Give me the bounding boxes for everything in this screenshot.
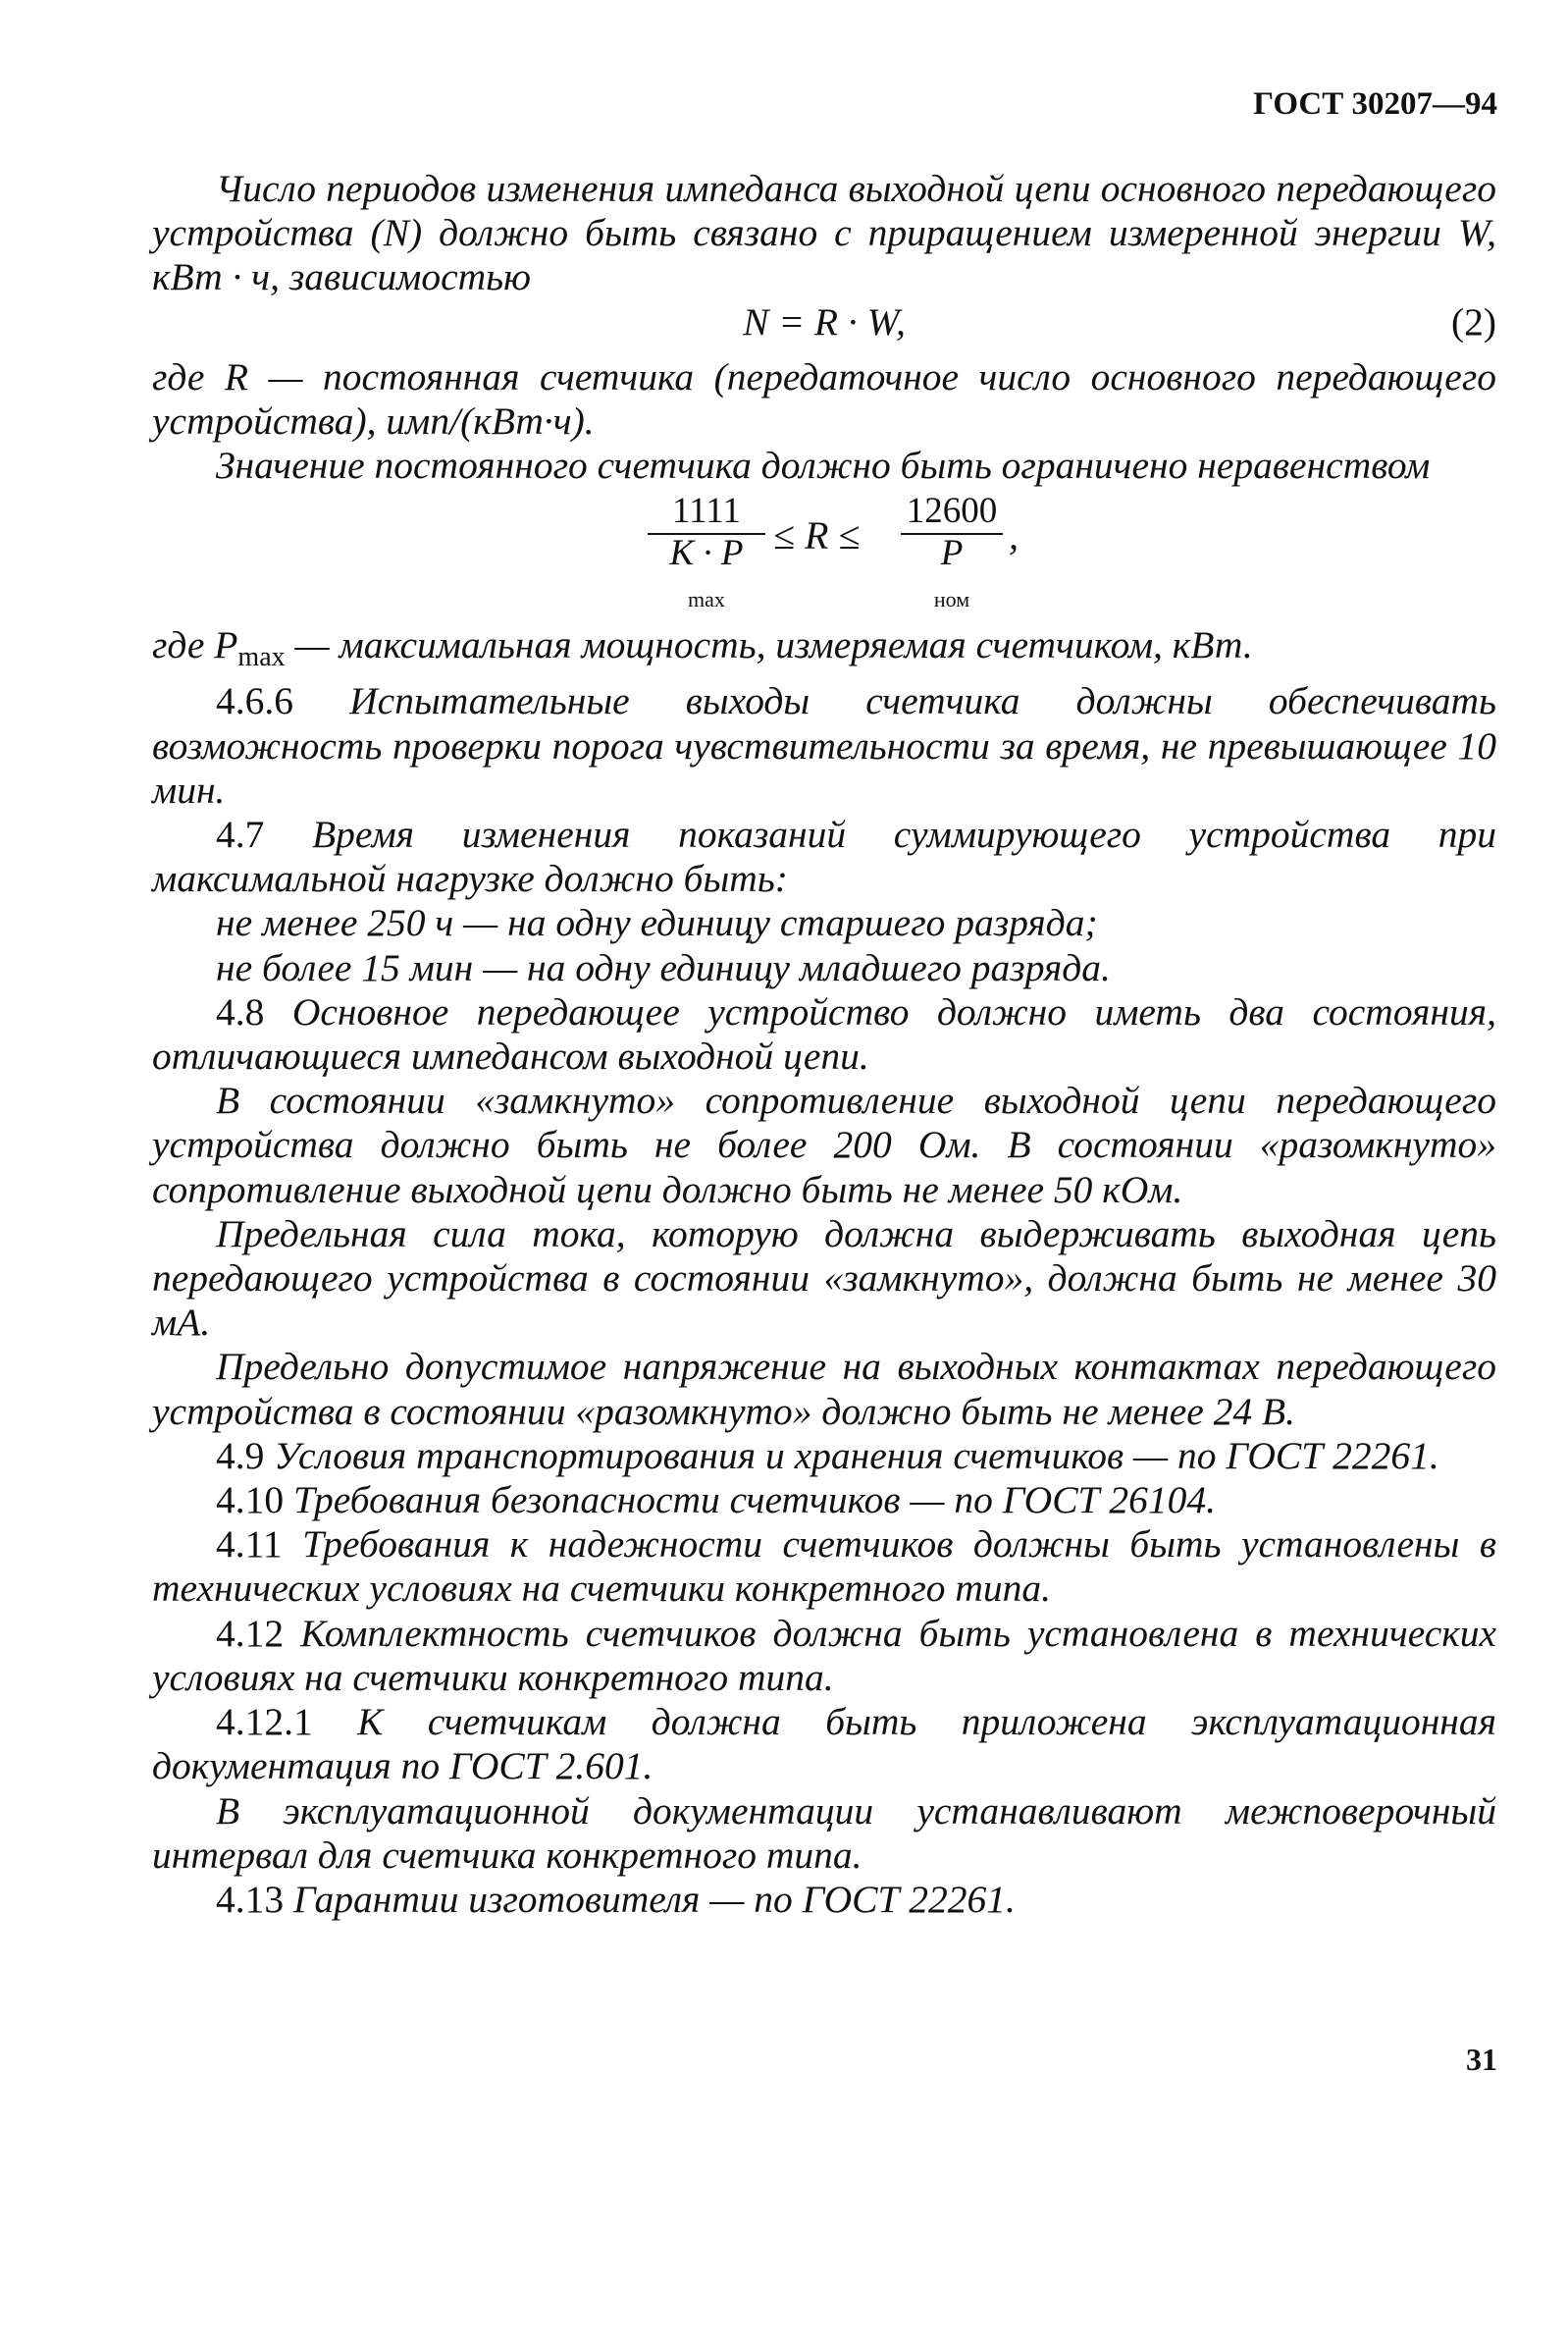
inequality-operator: ≤ R ≤ — [773, 513, 861, 558]
paragraph — [152, 1478, 1496, 1522]
clause-number: 4.7 — [216, 813, 265, 857]
paragraph — [152, 1700, 1496, 1788]
paragraph: где R — постоянная счетчика (передаточное число основного передающего устройства), имп/(кВт·ч). — [152, 354, 1496, 443]
clause-text: Требования безопасности счетчиков — по ГОСТ 26104. — [284, 1478, 1217, 1522]
paragraph — [152, 1878, 1496, 1922]
clause-text: Гарантии изготовителя — по ГОСТ 22261. — [284, 1877, 1016, 1921]
clause-number: 4.11 — [216, 1522, 283, 1567]
text-run: — максимальная мощность, измеряемая счетчиком, кВт. — [285, 623, 1253, 667]
paragraph — [152, 679, 1496, 813]
clause-text: Основное передающее устройство должно иметь два состояния, отличающиеся импедансом выходной цепи. — [152, 989, 1496, 1079]
fraction-denominator: P — [940, 533, 964, 574]
paragraph: Значение постоянного счетчика должно быть ограничено неравенством — [216, 444, 1431, 488]
clause-text: Комплектность счетчиков должна быть установлена в технических условиях на счетчики конкретного типа. — [152, 1611, 1496, 1699]
paragraph — [152, 623, 1496, 679]
clause-number: 4.8 — [216, 989, 265, 1034]
fraction-right — [901, 492, 1003, 621]
formula-2 — [152, 300, 1496, 355]
clause-number: 4.10 — [216, 1478, 285, 1522]
fraction-numerator: 1111 — [672, 491, 741, 532]
paragraph — [152, 813, 1496, 901]
clause-number: 4.9 — [216, 1433, 265, 1477]
paragraph: В эксплуатационной документации устанавливают межповерочный интервал для счетчика конкретного типа. — [152, 1788, 1496, 1877]
text-run: где P — [152, 623, 238, 667]
denominator-subscript: max — [688, 587, 725, 612]
clause-number: 4.6.6 — [216, 679, 293, 723]
formula-expression: N = R · W, — [743, 299, 906, 344]
paragraph: Предельно допустимое напряжение на выходных контактах передающего устройства в состоянии «разомкнуто» должно быть не менее 24 В. — [152, 1345, 1496, 1433]
body-text — [152, 167, 1496, 1922]
page-number: 31 — [1466, 2042, 1497, 2077]
subscript: max — [237, 642, 286, 673]
fraction-left — [648, 492, 765, 621]
inequality-formula — [152, 491, 1496, 612]
clause-text: Испытательные выходы счетчика должны обеспечивать возможность проверки порога чувствительности за время, не превышающее 10 мин. — [152, 679, 1496, 812]
denominator-text: K · P — [669, 533, 744, 574]
paragraph: В состоянии «замкнуто» сопротивление выходной цепи передающего устройства должно быть не более 200 Ом. В состоянии «разомкнуто» сопротивление выходной цепи должно быть не менее 50 кОм. — [152, 1079, 1496, 1211]
formula-number: (2) — [1450, 299, 1496, 344]
clause-number: 4.13 — [216, 1877, 285, 1921]
clause-text: К счетчикам должна быть приложена эксплуатационная документация по ГОСТ 2.601. — [152, 1700, 1496, 1788]
fraction-denominator — [648, 535, 765, 572]
paragraph: Предельная сила тока, которую должна выдерживать выходная цепь передающего устройства в состоянии «замкнуто», должна быть не менее 30 мА. — [152, 1211, 1496, 1345]
paragraph: не более 15 мин — на одну единицу младшего разряда. — [216, 945, 1111, 989]
denominator-subscript: ном — [933, 587, 970, 612]
paragraph: Число периодов изменения импеданса выходной цепи основного передающего устройства (N) должно быть связано с приращением измеренной энергии W, кВт · ч, зависимостью — [152, 167, 1496, 299]
paragraph — [152, 990, 1496, 1079]
document-header: ГОСТ 30207—94 — [1253, 86, 1497, 122]
fraction-numerator: 12600 — [906, 491, 998, 532]
paragraph — [152, 1612, 1496, 1700]
clause-text: Время изменения показаний суммирующего устройства при максимальной нагрузке должно быть: — [152, 813, 1496, 901]
clause-number: 4.12.1 — [216, 1700, 313, 1744]
inequality-trailing: , — [1009, 513, 1019, 558]
paragraph: не менее 250 ч — на одну единицу старшего разряда; — [216, 901, 1098, 945]
paragraph — [152, 1434, 1496, 1478]
clause-text: Требования к надежности счетчиков должны быть установлены в технических условиях на счетчики конкретного типа. — [152, 1522, 1496, 1611]
paragraph — [152, 1522, 1496, 1611]
clause-number: 4.12 — [216, 1611, 285, 1655]
clause-text: Условия транспортирования и хранения счетчиков — по ГОСТ 22261. — [264, 1433, 1439, 1477]
